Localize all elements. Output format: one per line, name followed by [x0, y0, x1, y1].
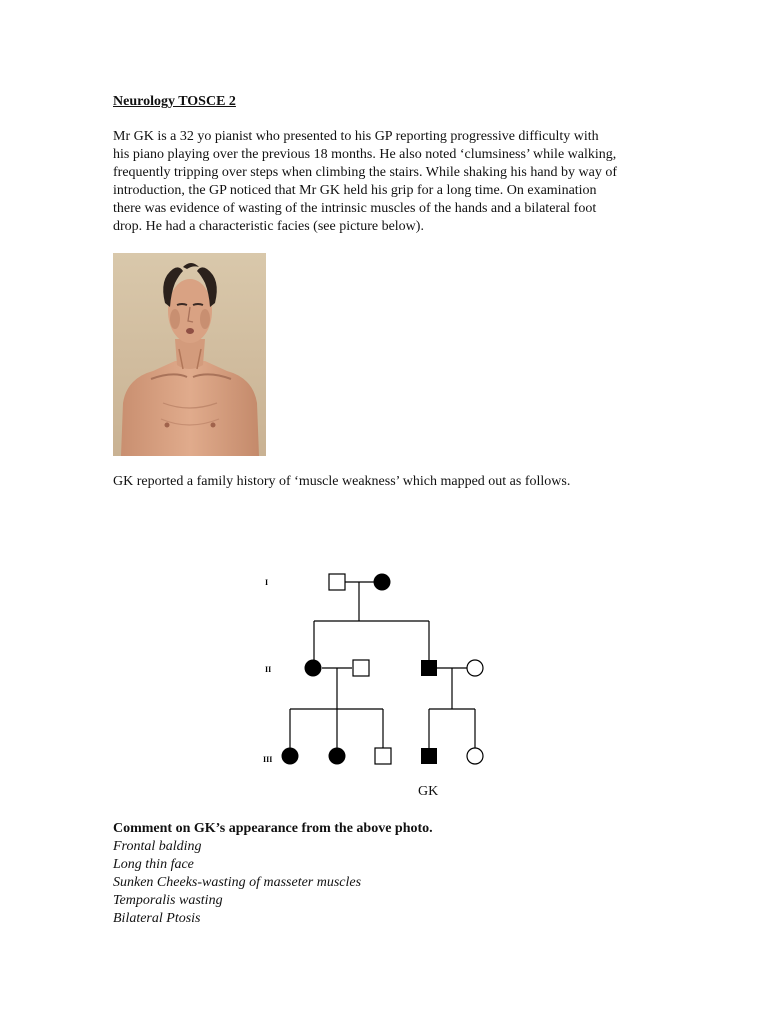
- case-line: there was evidence of wasting of the intrinsic muscles of the hands and a bilateral foot: [113, 201, 597, 216]
- affected-male: [421, 660, 437, 676]
- generation-label: II: [265, 665, 272, 674]
- list-item: Frontal balding: [113, 839, 202, 854]
- document-title: Neurology TOSCE 2: [113, 94, 236, 109]
- unaffected-male: [375, 748, 391, 764]
- affected-female: [329, 748, 346, 765]
- unaffected-female: [467, 748, 483, 764]
- case-line: frequently tripping over steps when climbing the stairs. While shaking his hand by way of: [113, 165, 618, 180]
- list-item: Sunken Cheeks-wasting of masseter muscles: [113, 875, 362, 890]
- case-line: introduction, the GP noticed that Mr GK held his grip for a long time. On examination: [113, 183, 597, 198]
- affected-female: [374, 574, 391, 591]
- unaffected-male: [329, 574, 345, 590]
- family-history-text: GK reported a family history of ‘muscle weakness’ which mapped out as follows.: [113, 474, 571, 489]
- proband-label: GK: [418, 784, 439, 799]
- list-item: Long thin face: [113, 857, 194, 872]
- affected-female: [305, 660, 322, 677]
- generation-label: III: [263, 755, 273, 764]
- comment-section: [113, 820, 433, 928]
- case-line: drop. He had a characteristic facies (see picture below).: [113, 219, 424, 234]
- case-line: Mr GK is a 32 yo pianist who presented to his GP reporting progressive difficulty with: [113, 129, 599, 144]
- comment-answers: [113, 838, 433, 928]
- unaffected-male: [353, 660, 369, 676]
- list-item: Bilateral Ptosis: [113, 911, 201, 926]
- list-item: Temporalis wasting: [113, 893, 223, 908]
- affected-female: [282, 748, 299, 765]
- comment-question: Comment on GK’s appearance from the above photo.: [113, 821, 433, 836]
- case-line: his piano playing over the previous 18 months. He also noted ‘clumsiness’ while walking,: [113, 147, 617, 162]
- unaffected-female: [467, 660, 483, 676]
- generation-label: I: [265, 578, 269, 587]
- affected-male-proband: [421, 748, 437, 764]
